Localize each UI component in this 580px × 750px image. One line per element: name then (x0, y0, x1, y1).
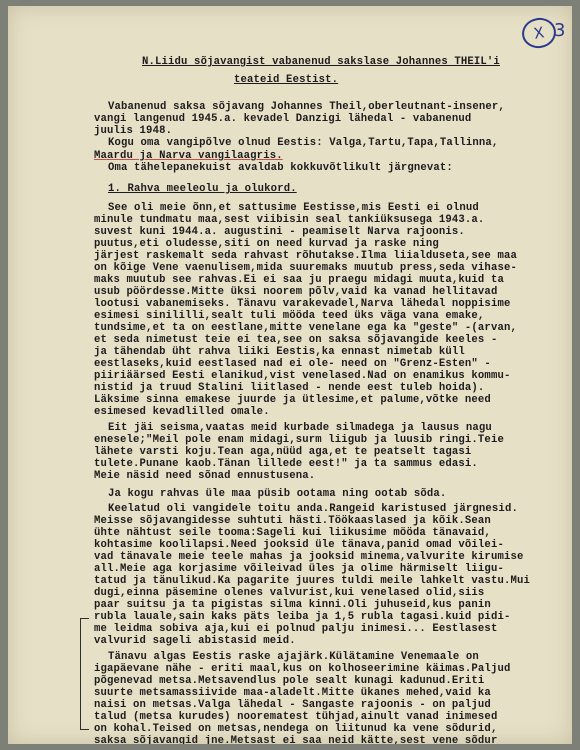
text-line: tundsime,et ta on eestlane,mitte venelane ega ka "geste" -(arvan, (94, 322, 517, 334)
text-line: Läksime sinna emakese juurde ja ütlesime,et palume,võtke need (94, 394, 491, 406)
text-line: nistid ja truud Stalini liitlased - nende eest tuleb hoida). (94, 382, 485, 394)
text-line: on kohal.Teised on metsas,nendega on liitunud ka vene sõdurid, (94, 723, 498, 735)
text-line: järjest raskemalt seda rahvast rõhutakse.Ilma liialduseta,see maa (94, 250, 517, 262)
text-line: maks muutub see rahvas.Ei ei saa ju praegu midagi muuta,kuid ta (94, 274, 504, 286)
text-line: puutus,eti oludesse,siti on need kurvad ja raske ning (94, 238, 439, 250)
text-line: piiriäärsed Eesti elanikud,vist venelased.Nad on enamikus kommu- (94, 370, 511, 382)
text-line: igapäevane nähe - eriti maal,kus on kolhoseerimine käimas.Paljud (94, 663, 511, 675)
text-line: Meisse sõjavangidesse suhtuti hästi.Töökaaslased ja kõik.Sean (94, 515, 491, 527)
text-line: naisi on metsas.Valga lähedal - Sangaste rajoonis - on paljud (94, 699, 491, 711)
text-line: me leidma sobiva aja,kui ei polnud palju inimesi... Eestlasest (94, 623, 498, 635)
text-line: suvest kuni 1944.a. augustini - peamiselt Narva rajoonis. (94, 226, 465, 238)
text-line: vad tänavale meie teele mahas ja jooksid minema,valvurite kirumise (94, 551, 524, 563)
document-page (8, 6, 572, 744)
text-line: ühte nähtust seile tooma:Sageli kui liikusime mööda tänavaid, (94, 527, 491, 539)
text-line: all.Meie aga korjasime võileivad üles ja olime härmiselt liigu- (94, 563, 504, 575)
text-line: põgenevad metsa.Metsavendlus pole sealt kunagi kadunud.Eriti (94, 675, 485, 687)
document-title-line-2: teateid Eestist. (234, 74, 339, 86)
archive-page-number: 3 (554, 20, 566, 41)
margin-bracket-mark (80, 618, 89, 730)
text-line: juulis 1948. (94, 125, 173, 137)
text-line: tatud ja tänulikud.Ka pagarite juures tuldi meile lahkelt vastu.Mui (94, 575, 530, 587)
text-line: Eit jäi seisma,vaatas meid kurbade silmadega ja lausus nagu (108, 422, 492, 434)
archive-stamp-circle: X (520, 15, 559, 50)
document-title-line-1: N.Liidu sõjavangist vabanenud sakslase Johannes THEIL'i (142, 56, 500, 68)
text-line: talud (metsa kurudes) noorematest tühjad,ainult vanad inimesed (94, 711, 498, 723)
text-line: dugi,einna päsemine olenes valvurist,kui venelased olid,siis (94, 587, 485, 599)
text-line: Meie näsid need sõnad ennustusena. (94, 470, 316, 482)
text-line: Oma tähelepanekuist avaldab kokkuvõtlikult järgnevat: (108, 162, 453, 174)
text-line: Vabanenud saksa sõjavang Johannes Theil,oberleutnant-insener, (108, 101, 505, 113)
text-line: et seda nimetust teie ei tea,see on saksa sõjavangide keeles - (94, 334, 498, 346)
text-line: valvurid sageli abistasid meid. (94, 635, 296, 647)
text-line: vangi langenud 1945.a. kevadel Danzigi lähedal - vabanenud (94, 113, 472, 125)
text-line: Keelatud oli vangidele toitu anda.Rangeid karistused järgnesid. (108, 503, 518, 515)
text-line: paar suitsu ja ta pigistas silma kinni.Oli juhuseid,kus panin (94, 599, 491, 611)
text-line: on kõige Vene vaenulisem,mida suuremaks muutub press,seda vihase- (94, 262, 517, 274)
text-line: minule tundmatu maa,sest viibisin seal tankiüksusega 1943.a. (94, 214, 485, 226)
text-line: Kogu oma vangipõlve olnud Eestis: Valga,Tartu,Tapa,Tallinna, (108, 137, 499, 149)
text-line: eestlaseks,kuid eestlased nad ei ole- need on "Grenz-Esten" - (94, 358, 491, 370)
text-line: Ja kogu rahvas üle maa püsib ootama ning ootab sõda. (108, 488, 447, 500)
text-line: enesele;"Meil pole enam midagi,surm liigub ja luusib ringi.Teie (94, 434, 504, 446)
text-line: rubla lauale,sain kaks päts leiba ja 1,5 rubla tagasi.kuid pidi- (94, 611, 511, 623)
text-line: ja tähendab üht rahva liiki Eestis,ka ennast nimetab küll (94, 346, 465, 358)
text-line: See oli meie õnn,et sattusime Eestisse,mis Eesti ei olnud (108, 202, 479, 214)
text-line: esimesed kevadlilled omale. (94, 406, 270, 418)
text-line: kohtasime koolilapsi.Need jooksid üle tänava,panid omad võilei- (94, 539, 504, 551)
text-line: lootusi vabanemiseks. Tänavu varakevadel,Narva lähedal noppisime (94, 298, 511, 310)
text-line: tulete.Punane kaob.Tänan lillede eest!" ja ta sammus edasi. (94, 458, 478, 470)
text-line: esimesi sinililli,sealt tuli mööda teed üks väga vana emake, (94, 310, 485, 322)
text-line: saksa sõjavangid jne.Metsast ei saa neid kätte,sest vene sõdur (94, 735, 498, 744)
text-line: suurte metsamassiivide maa-aladelt.Mitte ükanes mehed,vaid ka (94, 687, 491, 699)
text-line: Maardu ja Narva vangilaagris. (94, 150, 283, 162)
typed-text-body (8, 6, 572, 744)
section-heading: 1. Rahva meeleolu ja olukord. (108, 183, 297, 195)
text-line: usub pöördesse.Mitte üksi noorem põlv,vaid ka vanad hellitavad (94, 286, 498, 298)
text-line: lähete varsti koju.Tean aga,nüüd aga,et te peatselt tagasi (94, 446, 472, 458)
text-line: Tänavu algas Eestis raske ajajärk.Külätamine Venemaale on (108, 651, 479, 663)
